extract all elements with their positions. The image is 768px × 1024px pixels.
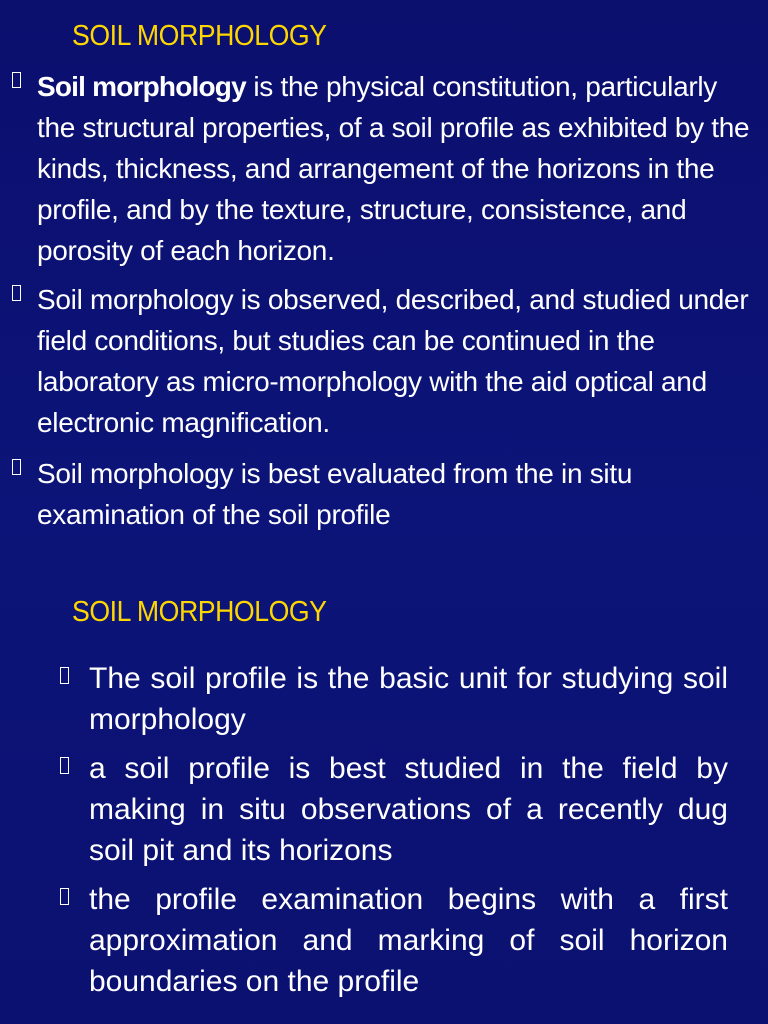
bullet-text: Soil morphology is best evaluated from the in situ examination of the soil profile [37,458,633,530]
bullet-marker-icon [60,757,69,774]
bullet-marker-icon [60,667,69,684]
bullet-item [60,748,728,871]
bullet-marker-icon [12,72,21,88]
bullet-text: a soil profile is best studied in the field by making in situ observations of a recently dug soil pit and its horizons [89,752,728,867]
slide-1-bullet-list [12,66,756,543]
bullet-item [60,879,728,1002]
bullet-text: the profile examination begins with a first approximation and marking of soil horizon boundaries on the profile [89,883,728,998]
bullet-text-body: is the physical constitution, particularly the structural properties, of a soil profile as exhibited by the kinds, thickness, and arrangement of the horizons in the profile, and by the texture, structure, consistence, and porosity of each horizon. [37,71,750,266]
bullet-text [37,66,756,271]
bullet-text: The soil profile is the basic unit for studying soil morphology [89,662,728,736]
slide-1-title: SOIL MORPHOLOGY [72,20,327,52]
slide-2 [0,572,768,1024]
bullet-text: Soil morphology is observed, described, and studied under field conditions, but studies can be continued in the laboratory as micro-morphology with the aid optical and electronic magnification. [37,284,749,438]
bullet-item [12,66,756,271]
bullet-marker-icon [12,459,21,475]
bullet-item [12,279,756,443]
bullet-item [12,453,756,535]
bullet-marker-icon [12,285,21,301]
bullet-marker-icon [60,888,69,905]
slide-2-title: SOIL MORPHOLOGY [72,596,327,628]
bullet-item [60,658,728,740]
slide-2-bullet-list [60,658,728,1010]
bullet-term: Soil morphology [37,71,246,102]
